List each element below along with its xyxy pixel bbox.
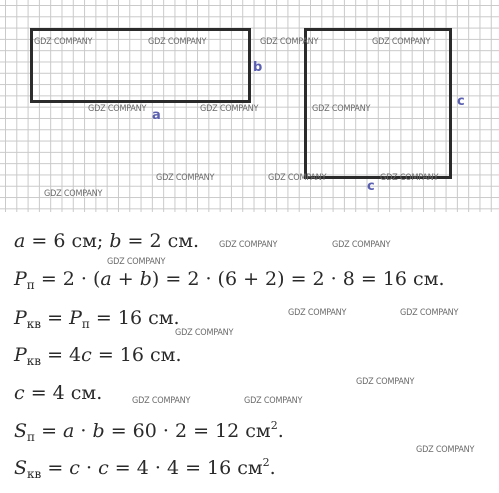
var-c: c — [69, 457, 80, 479]
watermark: GDZ COMPANY — [288, 308, 347, 318]
text: = 4 · 4 = 16 см — [108, 457, 263, 479]
watermark: GDZ COMPANY — [268, 173, 327, 183]
formula-line-4 — [14, 344, 182, 368]
rectangle-side-b-label: b — [253, 60, 263, 75]
text: . — [269, 457, 276, 479]
watermark: GDZ COMPANY — [416, 445, 475, 455]
text: = 2 см. — [121, 230, 200, 252]
watermark: GDZ COMPANY — [380, 173, 439, 183]
var-a: a — [14, 230, 26, 252]
watermark: GDZ COMPANY — [175, 328, 234, 338]
text: = — [41, 457, 70, 479]
formula-line-1 — [14, 230, 199, 252]
watermark: GDZ COMPANY — [148, 37, 207, 47]
var-P: P — [69, 307, 82, 329]
text: · — [79, 457, 99, 479]
watermark: GDZ COMPANY — [400, 308, 459, 318]
watermark: GDZ COMPANY — [372, 37, 431, 47]
text: = 2 · ( — [34, 268, 101, 290]
text: = 60 · 2 = 12 см — [104, 420, 271, 442]
text: = 16 см. — [89, 307, 180, 329]
text: = 4 — [41, 344, 82, 366]
watermark: GDZ COMPANY — [200, 104, 259, 114]
text: = 4 см. — [24, 382, 103, 404]
subscript: кв — [26, 317, 42, 331]
watermark: GDZ COMPANY — [44, 189, 103, 199]
var-P: P — [14, 344, 27, 366]
formula-line-7 — [14, 456, 276, 481]
formula-line-5 — [14, 382, 102, 404]
watermark: GDZ COMPANY — [260, 37, 319, 47]
watermark: GDZ COMPANY — [132, 396, 191, 406]
var-c: c — [81, 344, 92, 366]
text: = 16 см. — [91, 344, 182, 366]
var-b: b — [92, 420, 105, 442]
watermark: GDZ COMPANY — [356, 377, 415, 387]
subscript: кв — [27, 467, 42, 481]
text: + — [111, 268, 140, 290]
graph-paper-area — [0, 0, 499, 212]
text: = — [41, 307, 70, 329]
square-side-c-right-label: c — [457, 94, 465, 109]
watermark: GDZ COMPANY — [34, 37, 93, 47]
var-a: a — [100, 268, 112, 290]
var-P: P — [14, 307, 27, 329]
text: . — [277, 420, 284, 442]
subscript: п — [26, 278, 35, 292]
var-P: P — [14, 268, 27, 290]
var-a: a — [63, 420, 75, 442]
square-side-c-bottom-label: c — [367, 179, 375, 194]
var-S: S — [14, 420, 28, 442]
watermark: GDZ COMPANY — [88, 104, 147, 114]
var-b: b — [109, 230, 122, 252]
formula-line-2 — [14, 268, 445, 292]
text: = — [35, 420, 64, 442]
subscript: п — [27, 430, 36, 444]
watermark: GDZ COMPANY — [156, 173, 215, 183]
watermark: GDZ COMPANY — [332, 240, 391, 250]
watermark: GDZ COMPANY — [107, 257, 166, 267]
var-b: b — [139, 268, 152, 290]
rectangle-side-a-label: a — [152, 108, 161, 123]
var-c: c — [98, 457, 109, 479]
subscript: кв — [26, 354, 42, 368]
superscript: 2 — [262, 456, 270, 469]
watermark: GDZ COMPANY — [219, 240, 278, 250]
text: ) = 2 · (6 + 2) = 2 · 8 = 16 см. — [151, 268, 445, 290]
superscript: 2 — [270, 419, 278, 432]
var-c: c — [14, 382, 25, 404]
formula-line-6 — [14, 419, 284, 444]
watermark: GDZ COMPANY — [244, 396, 303, 406]
var-S: S — [14, 457, 28, 479]
formula-line-3 — [14, 307, 180, 331]
text: · — [74, 420, 93, 442]
subscript: п — [81, 317, 90, 331]
watermark: GDZ COMPANY — [312, 104, 371, 114]
text: = 6 см; — [25, 230, 110, 252]
